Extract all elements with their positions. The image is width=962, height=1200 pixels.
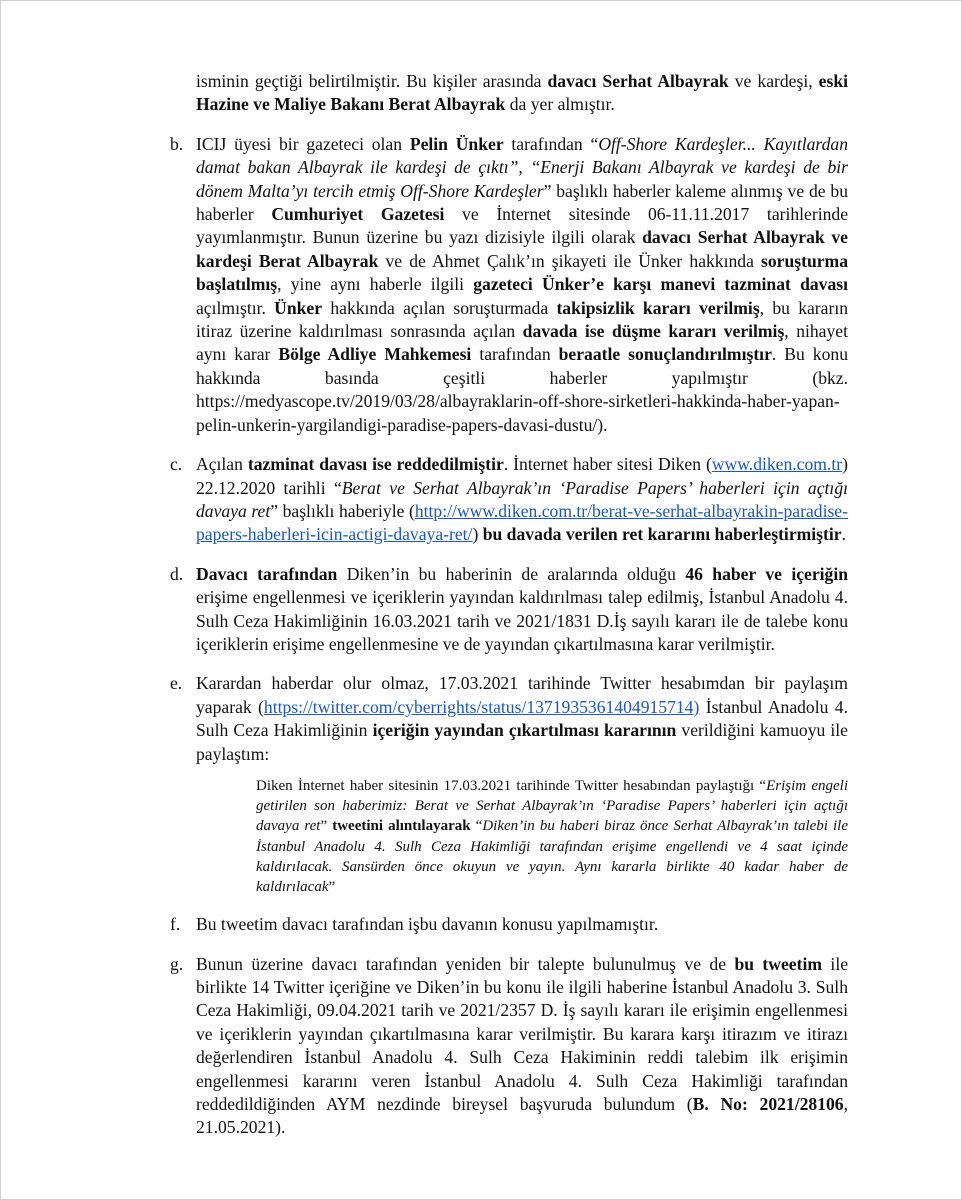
- bold-text: Ünker: [274, 297, 323, 318]
- item-label: e.: [170, 673, 183, 694]
- item-label: f.: [170, 914, 181, 935]
- text: isminin geçtiği belirtilmiştir. Bu kişiler arasında: [196, 71, 548, 91]
- bold-text: B. No: 2021/28106: [692, 1094, 844, 1115]
- list-item-e: [158, 672, 848, 897]
- list-item-f: [158, 913, 848, 936]
- diken-article-link[interactable]: http://www.diken.com.tr/berat-ve-serhat-albayrakin-paradise-papers-haberleri-icin-actigi-davaya-ret/: [196, 500, 848, 545]
- text: İstanbul Anadolu 4. Sulh Ceza Hakimliğinin: [196, 696, 848, 741]
- bold-text: 46 haber ve içeriğin: [685, 563, 848, 584]
- bold-text: bu davada verilen ret kararını haberleştirmiştir: [482, 524, 842, 545]
- text: tarafından “: [503, 133, 599, 154]
- bold-text: tazminat davası ise reddedilmiştir: [247, 454, 504, 475]
- text: Karardan haberdar olur olmaz, 17.03.2021 tarihinde Twitter hesabımdan bir paylaşım yaparak (: [196, 673, 848, 717]
- list-item-b: [158, 133, 848, 437]
- text: erişime engellenmesi ve içeriklerin yayından kaldırılması talep edilmiş, İstanbul Anadolu 4. Sulh Ceza Hakimliğinin 16.03.2021 tarih ve 2021/1831 D.İş sayılı kararı ile de talebe konu içeriklerin erişime engellenmesine ve de yayından çıkartılmasına karar verilmiştir.: [196, 587, 848, 654]
- text: ) 22.12.2020 tarihli “: [196, 454, 848, 498]
- document-body: [158, 70, 848, 1140]
- list-item-g: [158, 953, 848, 1140]
- bold-text: davada ise düşme kararı verilmiş: [522, 321, 785, 342]
- bold-text: takipsizlik kararı verilmiş: [556, 297, 760, 318]
- italic-text: Berat ve Serhat Albayrak’ın ‘Paradise Papers’ haberleri için açtığı davaya ret: [196, 477, 848, 521]
- bold-text: Pelin Ünker: [409, 133, 504, 154]
- text: ve de Ahmet Çalık’ın şikayeti ile Ünker hakkında: [378, 250, 762, 271]
- bold-text: gazeteci Ünker’e karşı manevi tazminat davası: [473, 274, 848, 295]
- text: Açılan: [196, 454, 248, 475]
- text: ve İnternet sitesinde 06-11.11.2017 tarihlerinde yayımlanmıştır. Bunun üzerine bu yazı dizisiyle ilgili olarak: [196, 204, 849, 248]
- text: ve kardeşi,: [728, 71, 819, 91]
- intro-paragraph: [158, 70, 848, 117]
- italic-text: Diken’in bu haberi biraz önce Serhat Albayrak’ın talebi ile İstanbul Anadolu 4. Sulh Ceza Hakimliği tarafından erişime engellendi ve 4 saat içinde kaldırılacak. Sansürden önce okuyun ve yayın. Aynı kararla birlikte 40 kadar haber de kaldırılacak: [256, 818, 848, 895]
- text: da yer almıştır.: [505, 94, 615, 115]
- text: ICIJ üyesi bir gazeteci olan: [196, 133, 410, 154]
- text: “: [470, 818, 483, 835]
- bold-text: Bölge Adliye Mahkemesi: [278, 344, 472, 365]
- text: ile birlikte 14 Twitter içeriğine ve Diken’in bu konu ile ilgili haberine İstanbul Anadolu 3. Sulh Ceza Hakimliği, 09.04.2021 tarih ve 2021/2357 D. İş sayılı kararı ile erişimin engellenmesi ve içeriklerin yayından çıkartılmasına karar verilmiştir. Bu karara karşı itirazım ve itirazı değerlendiren İstanbul Anadolu 4. Sulh Ceza Hakiminin reddi talebim ilk erişimin engellenmesi kararını veren İstanbul Anadolu 4. Sulh Ceza Hakimliği tarafından reddedildiğinden AYM nezdinde bireysel başvuruda bulundum (: [196, 953, 849, 1115]
- text: ”: [320, 818, 333, 835]
- bold-text: tweetini alıntılayarak: [332, 818, 471, 835]
- bold-text: Cumhuriyet Gazetesi: [271, 204, 445, 225]
- text: . Bu konu hakkında basında çeşitli haberler yapılmıştır (bkz. https://medyascope.tv/2019/03/28/albayraklarin-off-shore-sirketleri-hakkinda-haber-yapan-pelin-unkerin-yargilandigi-paradise-papers-davasi-dustu/).: [196, 344, 848, 435]
- text: . İnternet haber sitesi Diken (: [503, 454, 712, 475]
- bold-text: eski Hazine ve Maliye Bakanı Berat Albayrak: [196, 71, 849, 115]
- text: Bunun üzerine davacı tarafından yeniden bir talepte bulunulmuş ve de: [196, 953, 735, 974]
- list-item-d: [158, 563, 848, 657]
- bold-text: beraatle sonuçlandırılmıştır: [558, 344, 772, 365]
- list-item-c: [158, 453, 848, 547]
- text: hakkında açılan soruşturmada: [322, 297, 557, 318]
- italic-text: Erişim engeli getirilen son haberimiz: Berat ve Serhat Albayrak’ın ‘Paradise Papers’ haberleri için açtığı davaya ret: [256, 777, 848, 835]
- text: Diken İnternet haber sitesinin 17.03.2021 tarihinde Twitter hesabından paylaştığı “: [256, 777, 767, 794]
- text: , yine aynı haberle ilgili: [277, 274, 474, 295]
- diken-link[interactable]: www.diken.com.tr: [711, 454, 843, 475]
- text: ”: [328, 878, 336, 895]
- text: tarafından: [471, 344, 559, 365]
- italic-text: Off-Shore Kardeşler... Kayıtlardan damat bakan Albayrak ile kardeşi de çıktı”, “Enerji Bakanı Albayrak ve kardeşi de bir dönem Malta’yı tercih etmiş Off-Shore Kardeşler: [196, 133, 848, 201]
- item-label: c.: [170, 454, 183, 475]
- text: , bu kararın itiraz üzerine kaldırılması sonrasında açılan: [196, 297, 849, 342]
- bold-text: içeriğin yayından çıkartılması kararının: [372, 720, 677, 741]
- text: Diken’in bu haberinin de aralarında olduğu: [337, 563, 686, 584]
- text: ): [472, 524, 483, 545]
- block-quote: [256, 776, 848, 897]
- bold-text: Davacı tarafından: [196, 563, 338, 584]
- item-label: g.: [170, 953, 184, 974]
- bold-text: davacı Serhat Albayrak: [547, 71, 729, 91]
- text: Bu tweetim davacı tarafından işbu davanın konusu yapılmamıştır.: [196, 914, 659, 935]
- text: açılmıştır.: [196, 297, 275, 318]
- text: , 21.05.2021).: [196, 1094, 848, 1138]
- item-label: d.: [170, 563, 184, 584]
- text: .: [841, 524, 846, 545]
- bold-text: soruşturma başlatılmış: [196, 250, 849, 295]
- text: , nihayet aynı karar: [196, 321, 848, 365]
- item-label: b.: [170, 133, 184, 154]
- text: ” başlıklı haberiyle (: [270, 500, 415, 521]
- bold-text: davacı Serhat Albayrak ve kardeşi Berat Albayrak: [196, 227, 848, 271]
- bold-text: bu tweetim: [734, 953, 823, 974]
- twitter-status-link[interactable]: https://twitter.com/cyberrights/status/1371935361404915714): [263, 696, 700, 717]
- text: ” başlıklı haberler kaleme alınmış ve de bu haberler: [196, 180, 848, 225]
- text: verildiğini kamuoyu ile paylaştım:: [196, 720, 848, 764]
